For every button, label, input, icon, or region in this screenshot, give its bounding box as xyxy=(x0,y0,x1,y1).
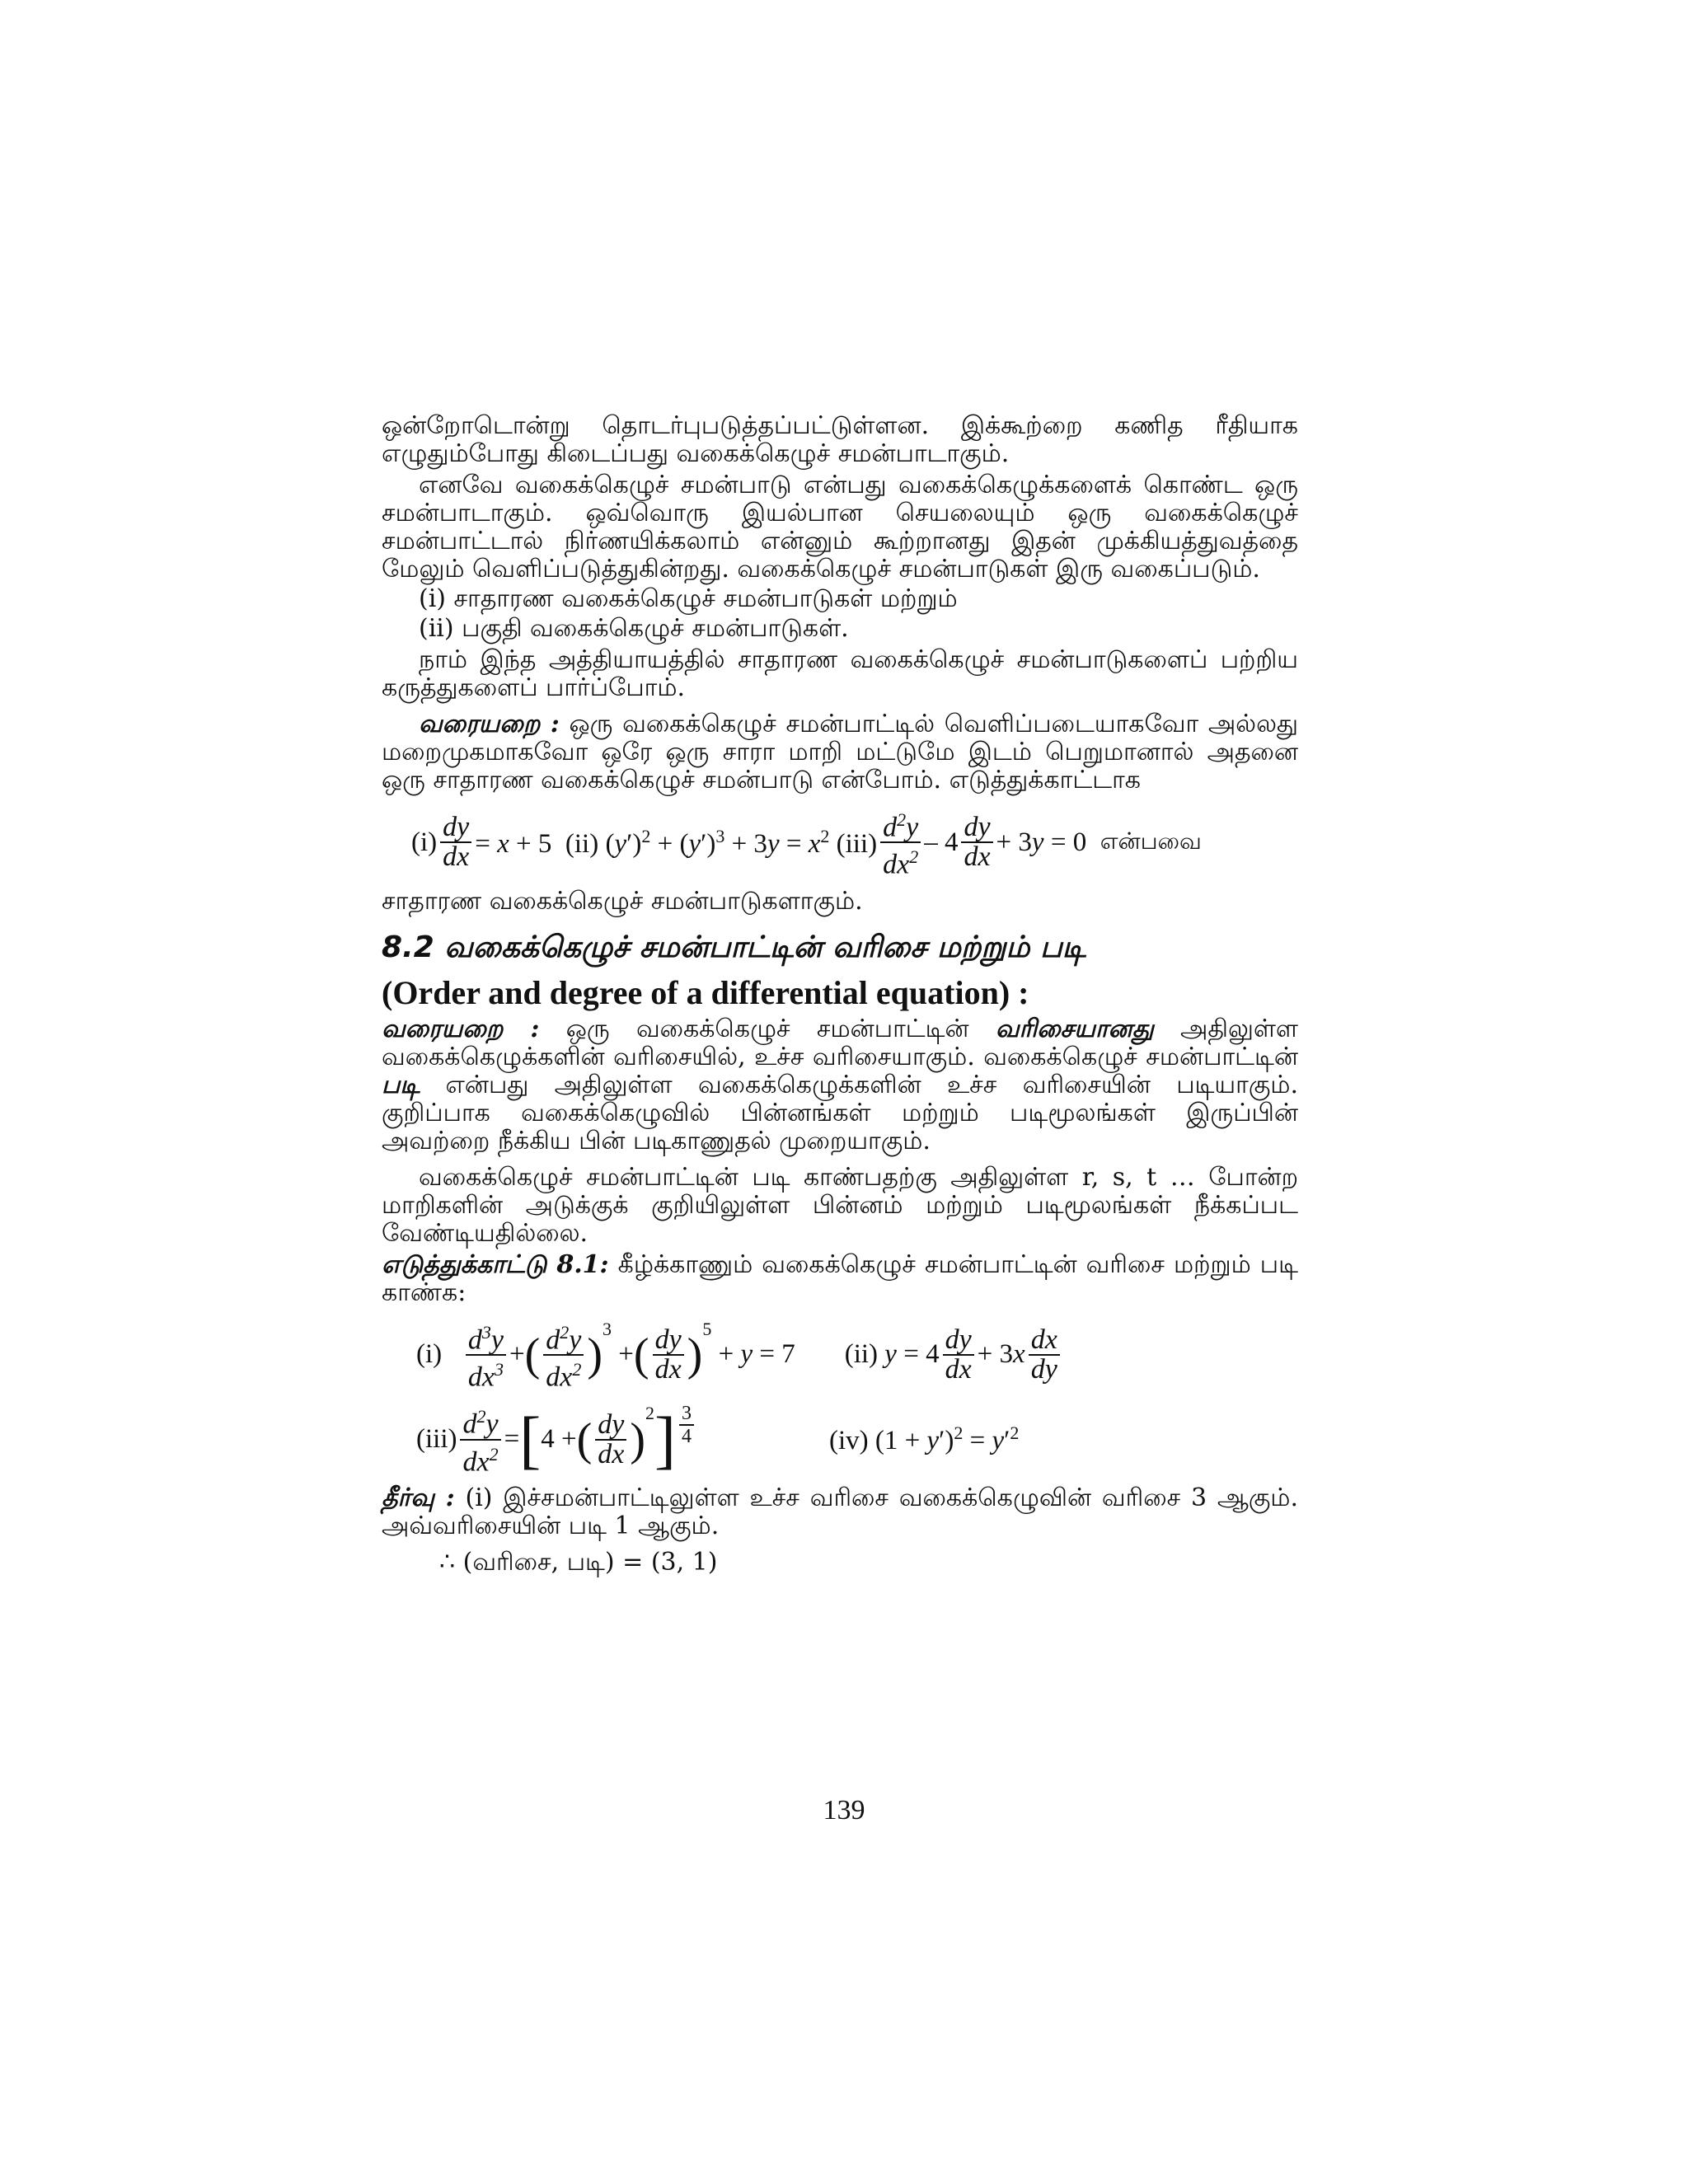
fraction-dy-dx: $\frac{dy}{dx}$ xyxy=(440,813,471,871)
definition-order-degree xyxy=(382,1015,1298,1155)
term-order: வரிசையானது xyxy=(995,1014,1154,1043)
equation-suffix: என்பவை xyxy=(1100,827,1202,855)
paragraph-intro: ஒன்றோடொன்று தொடர்புபடுத்தப்பட்டுள்ளன. இக்கூற்றை கணித ரீதியாக எழுதும்போது கிடைப்பது வகைக்கெழுச் சமன்பாடாகும். xyxy=(382,411,1298,468)
paragraph-note: வகைக்கெழுச் சமன்பாட்டின் படி காண்பதற்கு அதிலுள்ள r, s, t … போன்ற மாறிகளின் அடுக்குக் குறியிலுள்ள பின்னம் மற்றும் படிமூலங்கள் நீக்கப்பட வேண்டியதில்லை. xyxy=(382,1162,1298,1248)
definition-text: அதிலுள்ள வகைக்கெழுக்களின் வரிசையில், உச்ச வரிசையாகும். வகைக்கெழுச் சமன்பாட்டின் xyxy=(382,1014,1298,1071)
term-degree: படி xyxy=(382,1070,420,1099)
definition-text: ஒரு வகைக்கெழுச் சமன்பாட்டின் xyxy=(539,1014,996,1043)
solution-result: ∴ (வரிசை, படி) = (3, 1) xyxy=(439,1547,718,1577)
solution-label: தீர்வு : xyxy=(382,1483,455,1512)
fraction-dy-dx: $\frac{dy}{dx}$ xyxy=(961,813,992,871)
definition-label: வரையறை : xyxy=(419,710,560,738)
paragraph-definition-context: எனவே வகைக்கெழுச் சமன்பாடு என்பது வகைக்கெழுக்களைக் கொண்ட ஒரு சமன்பாடாகும். ஒவ்வொரு இயல்பான செயலையும் ஒரு வகைக்கெழுச் சமன்பாட்டால் நிர்ணயிக்கலாம் என்னும் கூற்றானது இதன் முக்கியத்துவத்தை மேலும் வெளிப்படுத்துகின்றது. வகைக்கெழுச் சமன்பாடுகள் இரு வகைப்படும். xyxy=(382,471,1298,583)
page-number: 139 xyxy=(823,1795,865,1825)
section-subtitle: (Order and degree of a differential equation) : xyxy=(382,973,1029,1011)
list-item-partial: (ii) பகுதி வகைக்கெழுச் சமன்பாடுகள். xyxy=(419,614,849,643)
solution-text: (i) இச்சமன்பாட்டிலுள்ள உச்ச வரிசை வகைக்கெழுவின் வரிசை 3 ஆகும். அவ்வரிசையின் படி 1 ஆகும். xyxy=(382,1483,1298,1540)
definition-text: ஒரு வகைக்கெழுச் சமன்பாட்டில் வெளிப்படையாகவோ அல்லது மறைமுகமாகவோ ஒரே ஒரு சாரா மாறி மட்டுமே இடம் பெறுமானால் அதனை ஒரு சாதாரண வகைக்கெழுச் சமன்பாடு என்போம். எடுத்துக்காட்டாக xyxy=(382,710,1298,794)
page-content xyxy=(382,412,1298,1577)
example-text: கீழ்க்காணும் வகைக்கெழுச் சமன்பாட்டின் வரிசை மற்றும் படி காண்க: xyxy=(382,1249,1298,1307)
paragraph-conclusion: சாதாரண வகைக்கெழுச் சமன்பாடுகளாகும். xyxy=(382,886,863,916)
section-title: 8.2 வகைக்கெழுச் சமன்பாட்டின் வரிசை மற்றும் படி xyxy=(382,930,1086,964)
paragraph-chapter-scope: நாம் இந்த அத்தியாயத்தில் சாதாரண வகைக்கெழுச் சமன்பாடுகளைப் பற்றிய கருத்துகளைப் பார்ப்போம். xyxy=(382,645,1298,702)
fraction-d2y-dx2: $\frac{d^2y}{dx^2}$ xyxy=(880,806,921,879)
example-equation-row-2: (iii) $\frac{d^2y}{dx^2}$ = [ 4 + ( $\frac{dy}{dx}$ ) $^2$ ] $\frac{3}{4}$ (iv) $(1 + y')^2 = y'^2$ xyxy=(416,1403,1020,1477)
example-label: எடுத்துக்காட்டு 8.1: xyxy=(382,1249,609,1279)
definition-text: என்பது அதிலுள்ள வகைக்கெழுக்களின் உச்ச வரிசையின் படியாகும். குறிப்பாக வகைக்கெழுவில் பின்னங்கள் மற்றும் படிமூலங்கள் இருப்பின் அவற்றை நீக்கிய பின் படிகாணுதல் முறையாகும். xyxy=(382,1070,1298,1155)
definition-ordinary xyxy=(382,710,1298,794)
solution xyxy=(382,1484,1298,1540)
list-item-ordinary: (i) சாதாரண வகைக்கெழுச் சமன்பாடுகள் மற்றும் xyxy=(419,584,958,613)
example-equation-row-1: (i) $\frac{d^3y}{dx^3}$ + ( $\frac{d^2y}{dx^2}$ ) $^3$ + ( $\frac{dy}{dx}$ ) $^5$ + y = 7 (ii) y = 4 $\frac{dy}{dx}$ + 3x $\frac{dx}{dy}$ xyxy=(416,1319,1298,1392)
example-equations: (i) $\frac{dy}{dx}$ = x + 5 (ii) $(y')^2 + (y')^3 + 3y = x^2$ (iii) $\frac{d^2y}{dx^2}$ – 4 $\frac{dy}{dx}$ + 3y = 0 என்பவை xyxy=(411,806,1298,879)
example-heading xyxy=(382,1251,1298,1307)
definition-label: வரையறை : xyxy=(382,1014,540,1043)
